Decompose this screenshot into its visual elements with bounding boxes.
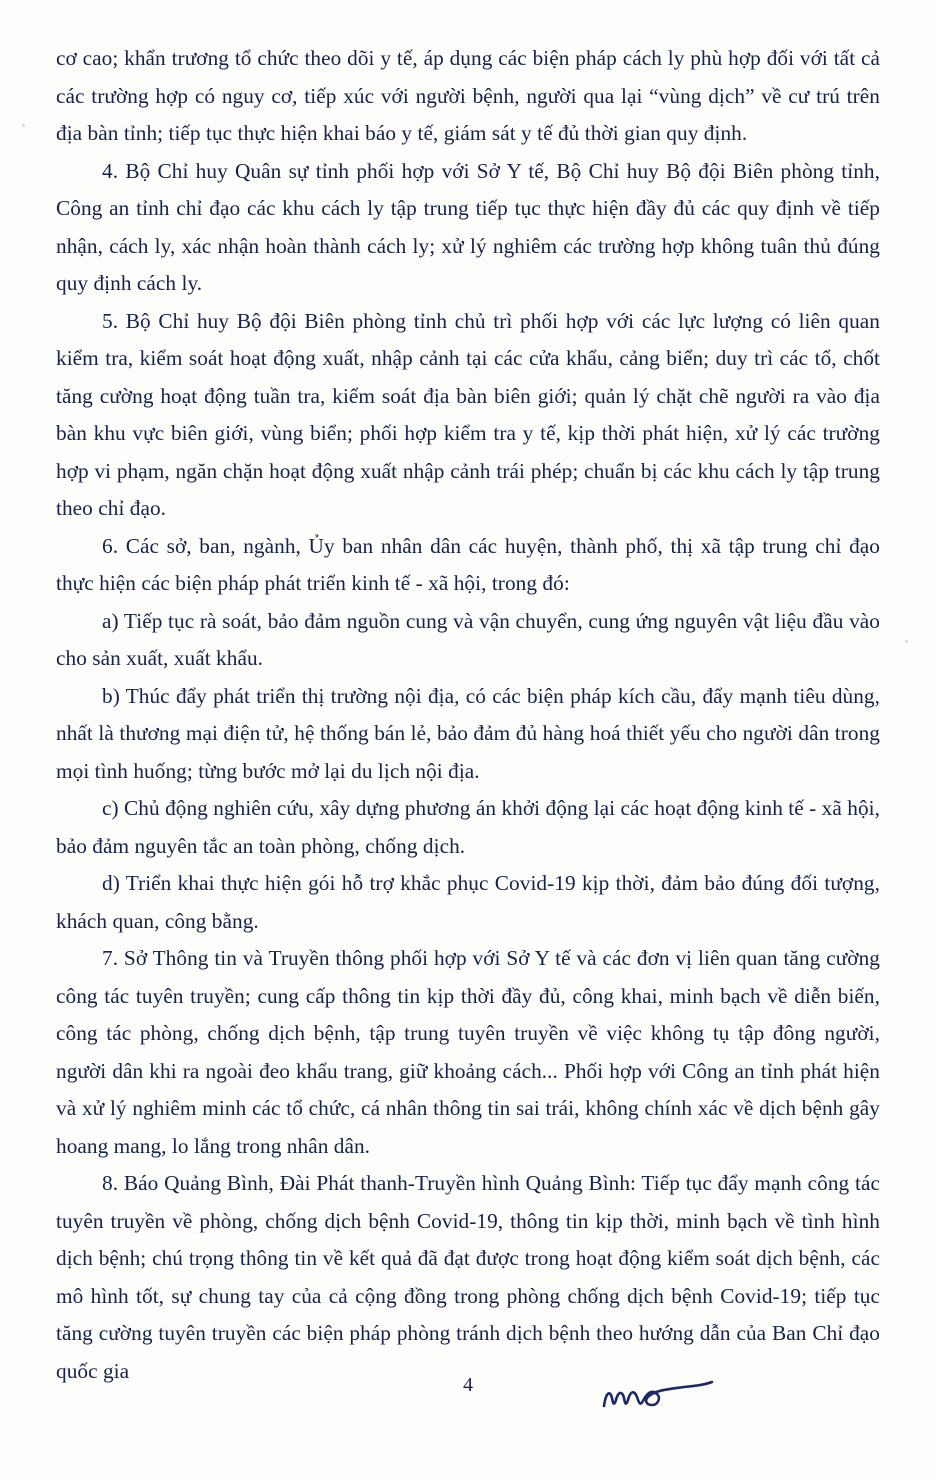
paper-speck xyxy=(22,124,25,127)
page-number: 4 xyxy=(463,1374,473,1396)
paragraph-item-6d: d) Triển khai thực hiện gói hỗ trợ khắc phục Covid-19 kịp thời, đảm bảo đúng đối tượng, khách quan, công bằng. xyxy=(56,871,880,933)
paper-speck xyxy=(905,640,908,643)
paragraph-item-4: 4. Bộ Chỉ huy Quân sự tỉnh phối hợp với Sở Y tế, Bộ Chỉ huy Bộ đội Biên phòng tỉnh, Công an tỉnh chỉ đạo các khu cách ly tập trung tiếp tục thực hiện đầy đủ các quy định về tiếp nhận, cách ly, xác nhận hoàn thành cách ly; xử lý nghiêm các trường hợp không tuân thủ đúng quy định cách ly. xyxy=(56,158,880,295)
signature-initials xyxy=(600,1376,720,1420)
paragraph-item-5: 5. Bộ Chỉ huy Bộ đội Biên phòng tỉnh chủ trì phối hợp với các lực lượng có liên quan kiểm tra, kiểm soát hoạt động xuất, nhập cảnh tại các cửa khẩu, cảng biển; duy trì các tổ, chốt tăng cường hoạt động tuần tra, kiểm soát địa bàn biên giới; quản lý chặt chẽ người ra vào địa bàn khu vực biên giới, vùng biển; phối hợp kiểm tra y tế, kịp thời phát hiện, xử lý các trường hợp vi phạm, ngăn chặn hoạt động xuất nhập cảnh trái phép; chuẩn bị các khu cách ly tập trung theo chỉ đạo. xyxy=(56,308,880,520)
document-body xyxy=(56,40,880,1390)
paragraph-item-8: 8. Báo Quảng Bình, Đài Phát thanh-Truyền hình Quảng Bình: Tiếp tục đẩy mạnh công tác tuyên truyền về phòng, chống dịch bệnh Covid-19, thông tin kịp thời, minh bạch về tình hình dịch bệnh; chú trọng thông tin về kết quả đã đạt được trong hoạt động kiểm soát dịch bệnh, các mô hình tốt, sự chung tay của cả cộng đồng trong phòng chống dịch bệnh Covid-19; tiếp tục tăng cường tuyên truyền các biện pháp phòng tránh dịch bệnh theo hướng dẫn của Ban Chỉ đạo quốc gia xyxy=(56,1171,880,1383)
page-footer xyxy=(0,1374,936,1434)
paragraph-item-6b: b) Thúc đẩy phát triển thị trường nội địa, có các biện pháp kích cầu, đẩy mạnh tiêu dùng, nhất là thương mại điện tử, hệ thống bán lẻ, bảo đảm đủ hàng hoá thiết yếu cho người dân trong mọi tình huống; từng bước mở lại du lịch nội địa. xyxy=(56,683,880,783)
paragraph-continuation: cơ cao; khẩn trương tổ chức theo dõi y tế, áp dụng các biện pháp cách ly phù hợp đối với tất cả các trường hợp có nguy cơ, tiếp xúc với người bệnh, người qua lại “vùng dịch” về cư trú trên địa bàn tỉnh; tiếp tục thực hiện khai báo y tế, giám sát y tế đủ thời gian quy định. xyxy=(56,46,880,145)
paragraph-item-7: 7. Sở Thông tin và Truyền thông phối hợp với Sở Y tế và các đơn vị liên quan tăng cường công tác tuyên truyền; cung cấp thông tin kịp thời đầy đủ, công khai, minh bạch về diễn biến, công tác phòng, chống dịch bệnh, tập trung tuyên truyền về việc không tụ tập đông người, người dân khi ra ngoài đeo khẩu trang, giữ khoảng cách... Phối hợp với Công an tỉnh phát hiện và xử lý nghiêm minh các tổ chức, cá nhân thông tin sai trái, không chính xác về dịch bệnh gây hoang mang, lo lắng trong nhân dân. xyxy=(56,946,880,1158)
paragraph-item-6a: a) Tiếp tục rà soát, bảo đảm nguồn cung và vận chuyển, cung ứng nguyên vật liệu đầu vào cho sản xuất, xuất khẩu. xyxy=(56,608,880,670)
paragraph-item-6: 6. Các sở, ban, ngành, Ủy ban nhân dân các huyện, thành phố, thị xã tập trung chỉ đạo thực hiện các biện pháp phát triển kinh tế - xã hội, trong đó: xyxy=(56,533,880,595)
paragraph-item-6c: c) Chủ động nghiên cứu, xây dựng phương án khởi động lại các hoạt động kinh tế - xã hội, bảo đảm nguyên tắc an toàn phòng, chống dịch. xyxy=(56,796,880,858)
